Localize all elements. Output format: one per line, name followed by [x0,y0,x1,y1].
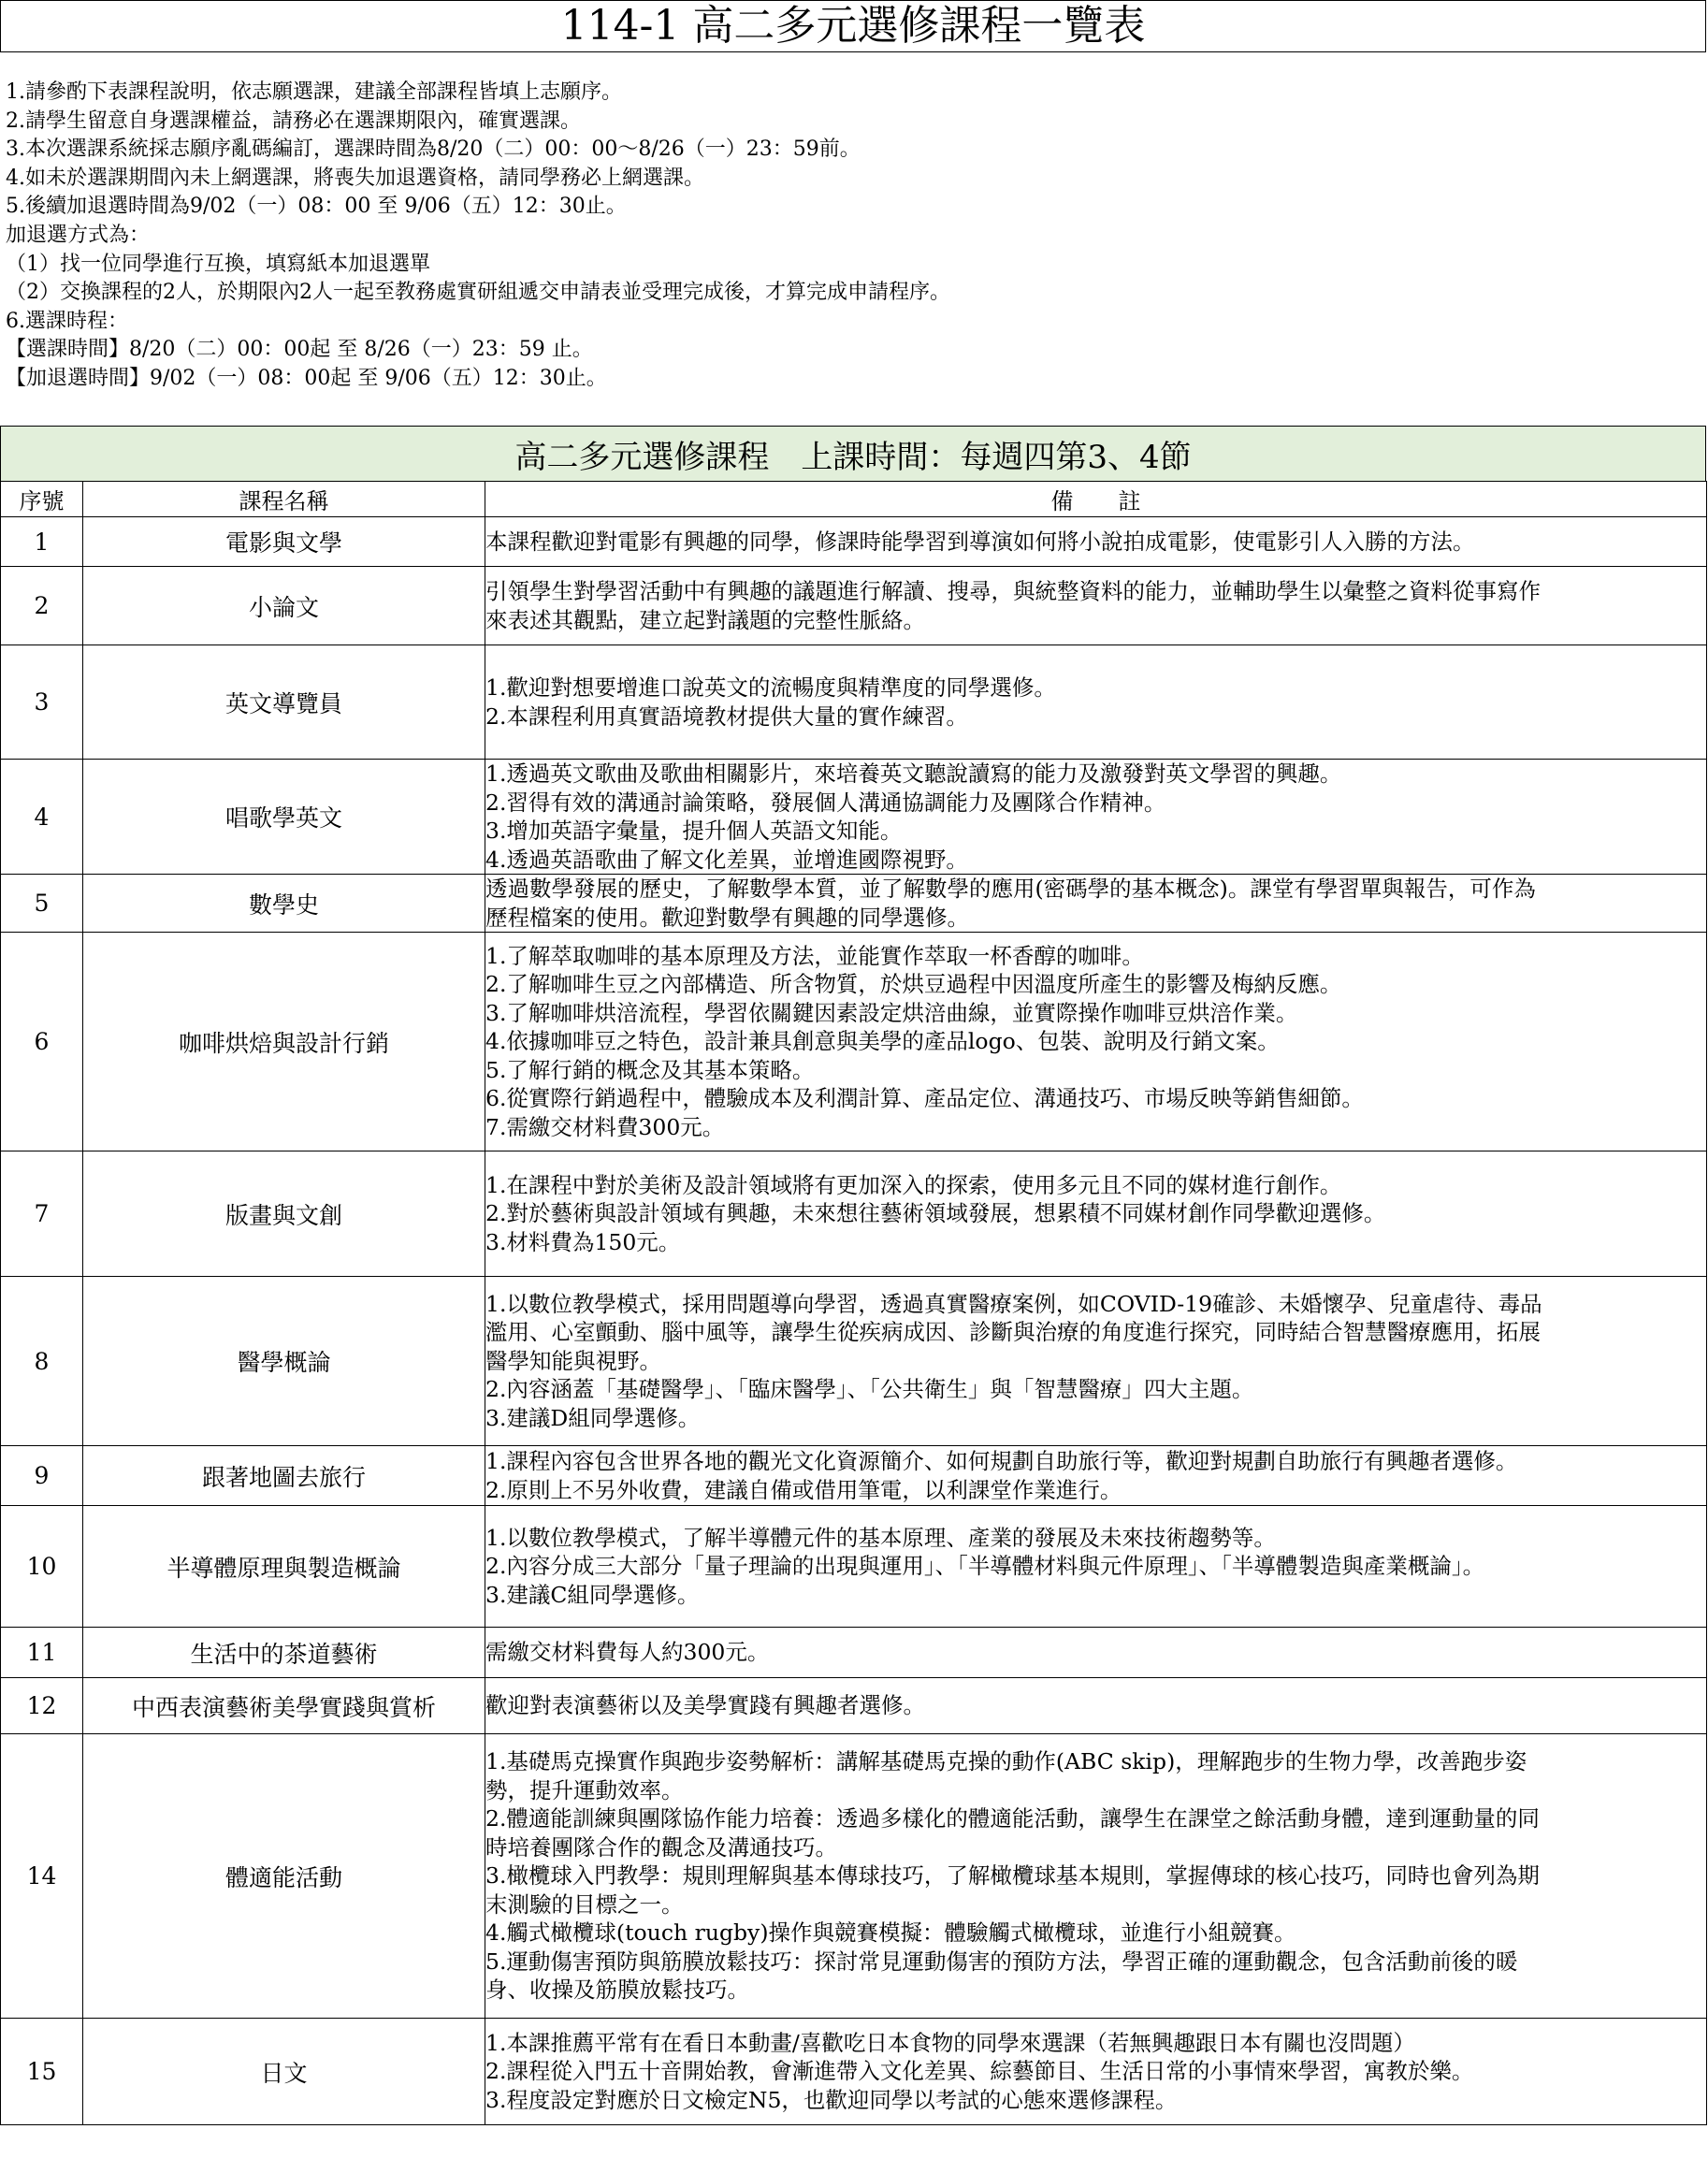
instruction-line: 1.請參酌下表課程說明，依志願選課，建議全部課程皆填上志願序。 [6,80,622,104]
course-note-line: 透過數學發展的歷史，了解數學本質，並了解數學的應用(密碼學的基本概念)。課堂有學習單與報告，可作為 [485,876,1536,902]
course-note-line: 1.基礎馬克操實作與跑步姿勢解析：講解基礎馬克操的動作(ABC skip)，理解跑步的生物力學，改善跑步姿 [485,1748,1527,1775]
course-note [485,1506,1707,1628]
course-note-line: 7.需繳交材料費300元。 [485,1113,725,1140]
course-note-line: 需繳交材料費每人約300元。 [485,1639,770,1666]
course-note [485,933,1707,1151]
instructions-block [6,79,1699,394]
instruction-line: 3.本次選課系統採志願序亂碼編訂，選課時間為8/20（二）00：00～8/26（一）23：59前。 [6,138,861,162]
course-name: 電影與文學 [83,517,485,567]
course-note-line: 1.以數位教學模式，採用問題導向學習，透過真實醫療案例，如COVID-19確診、未婚懷孕、兒童虐待、毒品 [485,1290,1542,1317]
instruction-line: 【加退選時間】9/02（一）08：00起 至 9/06（五）12：30止。 [6,366,607,390]
instruction-line: 6.選課時程： [6,309,128,333]
table-row [1,517,1707,567]
course-number: 3 [1,645,83,760]
instruction-line: 【選課時間】8/20（二）00：00起 至 8/26（一）23：59 止。 [6,338,593,362]
course-note-line: 3.程度設定對應於日文檢定N5，也歡迎同學以考試的心態來選修課程。 [485,2086,1178,2113]
course-note-line: 1.了解萃取咖啡的基本原理及方法，並能實作萃取一杯香醇的咖啡。 [485,942,1144,969]
course-note-line: 2.對於藝術與設計領域有興趣，未來想往藝術領域發展，想累積不同媒材創作同學歡迎選修。 [485,1200,1386,1227]
table-row [1,875,1707,933]
course-name: 體適能活動 [83,1734,485,2019]
course-name: 日文 [83,2019,485,2125]
course-number: 11 [1,1628,83,1678]
table-row [1,645,1707,760]
course-number: 1 [1,517,83,567]
course-note-line: 濫用、心室顫動、腦中風等，讓學生從疾病成因、診斷與治療的角度進行探究，同時結合智慧醫療應用，拓展 [485,1319,1541,1346]
course-note-line: 2.習得有效的溝通討論策略，發展個人溝通協調能力及團隊合作精神。 [485,789,1166,816]
course-name: 半導體原理與製造概論 [83,1506,485,1628]
course-table [0,481,1707,2125]
course-note-line: 5.了解行銷的概念及其基本策略。 [485,1056,815,1083]
course-note-line: 3.建議D組同學選修。 [485,1404,701,1431]
course-number: 8 [1,1277,83,1446]
course-number: 9 [1,1446,83,1506]
course-number: 6 [1,933,83,1151]
course-name: 版畫與文創 [83,1151,485,1277]
course-note [485,1151,1707,1277]
course-note-line: 1.透過英文歌曲及歌曲相關影片，來培養英文聽說讀寫的能力及激發對英文學習的興趣。 [485,760,1342,787]
table-row [1,760,1707,875]
course-number: 12 [1,1678,83,1734]
course-note-line: 歷程檔案的使用。歡迎對數學有興趣的同學選修。 [485,904,969,931]
course-note-line: 6.從實際行銷過程中，體驗成本及利潤計算、產品定位、溝通技巧、市場反映等銷售細節。 [485,1085,1364,1112]
course-note [485,1678,1707,1734]
course-note-line: 1.以數位教學模式，了解半導體元件的基本原理、產業的發展及未來技術趨勢等。 [485,1524,1276,1551]
course-name: 跟著地圖去旅行 [83,1446,485,1506]
course-note-line: 2.內容涵蓋「基礎醫學」、「臨床醫學」、「公共衛生」與「智慧醫療」四大主題。 [485,1376,1254,1403]
table-row [1,1678,1707,1734]
course-note-line: 3.增加英語字彙量，提升個人英語文知能。 [485,818,903,844]
course-name: 中西表演藝術美學實踐與賞析 [83,1678,485,1734]
course-note-line: 2.了解咖啡生豆之內部構造、所含物質，於烘豆過程中因溫度所產生的影響及梅納反應。 [485,971,1342,998]
course-number: 14 [1,1734,83,2019]
course-note-line: 末測驗的目標之一。 [485,1890,684,1918]
course-name: 醫學概論 [83,1277,485,1446]
course-note-line: 1.在課程中對於美術及設計領域將有更加深入的探索，使用多元且不同的媒材進行創作。 [485,1171,1342,1198]
course-note-line: 引領學生對學習活動中有興趣的議題進行解讀、搜尋，與統整資料的能力，並輔助學生以彙整之資料從事寫作 [485,578,1541,604]
instruction-line: （2）交換課程的2人，於期限內2人一起至教務處實研組遞交申請表並受理完成後，才算完成申請程序。 [6,281,950,305]
table-row [1,933,1707,1151]
course-name: 唱歌學英文 [83,760,485,875]
course-note [485,1628,1707,1678]
course-note-line: 歡迎對表演藝術以及美學實踐有興趣者選修。 [485,1692,925,1719]
course-note-line: 2.體適能訓練與團隊協作能力培養：透過多樣化的體適能活動，讓學生在課堂之餘活動身體，達到運動量的同 [485,1805,1540,1832]
course-note [485,517,1707,567]
course-note [485,567,1707,645]
course-note-line: 3.建議C組同學選修。 [485,1581,700,1608]
course-number: 10 [1,1506,83,1628]
course-note [485,875,1707,933]
course-note [485,1446,1707,1506]
instruction-line: 2.請學生留意自身選課權益，請務必在選課期限內，確實選課。 [6,109,581,133]
table-row [1,1446,1707,1506]
course-note-line: 3.了解咖啡烘涪流程，學習依關鍵因素設定烘涪曲線，並實際操作咖啡豆烘涪作業。 [485,999,1298,1026]
instruction-line: 加退選方式為： [6,223,151,247]
table-row [1,1506,1707,1628]
course-number: 7 [1,1151,83,1277]
table-row [1,1277,1707,1446]
course-name: 生活中的茶道藝術 [83,1628,485,1678]
course-note-line: 1.歡迎對想要增進口說英文的流暢度與精準度的同學選修。 [485,674,1056,701]
page-title: 114-1 高二多元選修課程一覽表 [0,0,1706,52]
instruction-line: （1）找一位同學進行互換，填寫紙本加退選單 [6,252,430,276]
table-row [1,1151,1707,1277]
column-header-name: 課程名稱 [83,482,485,517]
course-name: 小論文 [83,567,485,645]
course-note-line: 3.材料費為150元。 [485,1228,681,1255]
course-name: 英文導覽員 [83,645,485,760]
course-name: 數學史 [83,875,485,933]
course-note-line: 身、收操及筋膜放鬆技巧。 [485,1977,749,2004]
course-note-line: 2.課程從入門五十音開始教，會漸進帶入文化差異、綜藝節目、生活日常的小事情來學習，寓教於樂。 [485,2058,1474,2085]
table-row [1,567,1707,645]
table-row [1,1628,1707,1678]
course-name: 咖啡烘焙與設計行銷 [83,933,485,1151]
section-header: 高二多元選修課程 上課時間：每週四第3、4節 [0,426,1706,482]
column-header-num: 序號 [1,482,83,517]
course-note-line: 來表述其觀點，建立起對議題的完整性脈絡。 [485,606,925,633]
course-note-line: 1.本課推薦平常有在看日本動畫/喜歡吃日本食物的同學來選課（若無興趣跟日本有關也沒問題） [485,2029,1415,2056]
course-note [485,645,1707,760]
table-row [1,1734,1707,2019]
course-note-line: 醫學知能與視野。 [485,1347,661,1374]
table-header-row [1,482,1707,517]
course-note-line: 2.內容分成三大部分「量子理論的出現與運用」、「半導體材料與元件原理」、「半導體製造與產業概論」。 [485,1553,1485,1580]
course-note-line: 3.橄欖球入門教學：規則理解與基本傳球技巧，了解橄欖球基本規則，掌握傳球的核心技巧，同時也會列為期 [485,1862,1540,1890]
course-note [485,2019,1707,2125]
course-note-line: 4.依據咖啡豆之特色，設計兼具創意與美學的產品logo、包裝、說明及行銷文案。 [485,1028,1280,1055]
column-header-note: 備 註 [485,482,1707,517]
course-note-line: 2.原則上不另外收費，建議自備或借用筆電，以利課堂作業進行。 [485,1476,1122,1503]
course-note [485,760,1707,875]
course-note-line: 本課程歡迎對電影有興趣的同學，修課時能學習到導演如何將小說拍成電影，使電影引人入勝的方法。 [485,528,1475,555]
course-note-line: 勢，提升運動效率。 [485,1776,684,1803]
course-number: 15 [1,2019,83,2125]
course-note-line: 4.透過英語歌曲了解文化差異，並增進國際視野。 [485,846,968,873]
instruction-line: 4.如未於選課期間內未上網選課，將喪失加退選資格，請同學務必上網選課。 [6,166,704,190]
course-note [485,1734,1707,2019]
course-note-line: 4.觸式橄欖球(touch rugby)操作與競賽模擬：體驗觸式橄欖球，並進行小組競賽。 [485,1919,1296,1947]
course-note-line: 2.本課程利用真實語境教材提供大量的實作練習。 [485,702,968,730]
course-note-line: 時培養團隊合作的觀念及溝通技巧。 [485,1833,837,1861]
course-number: 4 [1,760,83,875]
course-note-line: 1.課程內容包含世界各地的觀光文化資源簡介、如何規劃自助旅行等，歡迎對規劃自助旅行有興趣者選修。 [485,1448,1518,1474]
table-row [1,2019,1707,2125]
course-number: 5 [1,875,83,933]
course-note [485,1277,1707,1446]
instruction-line: 5.後續加退選時間為9/02（一）08：00 至 9/06（五）12：30止。 [6,195,627,219]
course-note-line: 5.運動傷害預防與筋膜放鬆技巧：探討常見運動傷害的預防方法，學習正確的運動觀念，包含活動前後的暖 [485,1948,1518,1975]
course-number: 2 [1,567,83,645]
